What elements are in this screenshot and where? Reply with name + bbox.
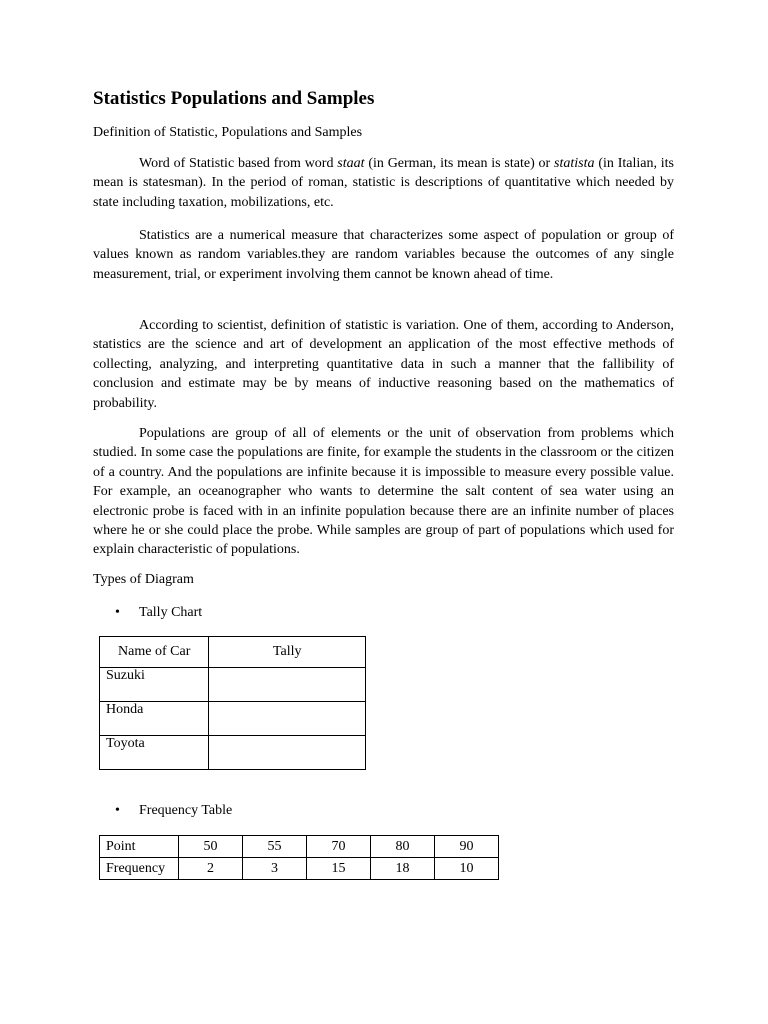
- point-cell: 90: [435, 836, 499, 858]
- row-label-point: Point: [100, 836, 179, 858]
- p1-term-staat: staat: [337, 156, 365, 171]
- car-name-cell: Honda: [100, 702, 209, 736]
- car-name-cell: Toyota: [100, 736, 209, 770]
- point-cell: 80: [371, 836, 435, 858]
- header-tally: Tally: [209, 637, 366, 668]
- table-header-row: [100, 637, 366, 668]
- point-cell: 55: [243, 836, 307, 858]
- header-name-of-car: Name of Car: [100, 637, 209, 668]
- row-label-frequency: Frequency: [100, 858, 179, 880]
- paragraph-anderson-definition: According to scientist, definition of statistic is variation. One of them, according to Anderson, statistics are the science and art of development an application of the most effective methods of collecting, analyzing, and interpreting quantitative data in such a manner that the fallibility of conclusion and estimate may be by means of inductive reasoning based on the mathematics of probability.: [93, 318, 674, 411]
- paragraph-statistics-definition: Statistics are a numerical measure that characterizes some aspect of population or group of values known as random variables.they are random variables because the outcomes of any single measurement, trial, or experiment involving them cannot be known ahead of time.: [93, 228, 674, 282]
- tally-chart-table: [99, 636, 366, 770]
- p1-text-a: Word of Statistic based from word: [139, 156, 338, 171]
- frequency-cell: 15: [307, 858, 371, 880]
- bullet-frequency-table: [115, 802, 232, 820]
- types-of-diagram-label: Types of Diagram: [93, 572, 194, 587]
- table-row: [100, 702, 366, 736]
- p1-term-statista: statista: [554, 156, 595, 171]
- point-cell: 50: [179, 836, 243, 858]
- paragraph-word-origin: [93, 154, 674, 212]
- frequency-cell: 3: [243, 858, 307, 880]
- section-subtitle: Definition of Statistic, Populations and Samples: [93, 125, 363, 140]
- document-title: Statistics Populations and Samples: [93, 88, 375, 109]
- table-row: [100, 668, 366, 702]
- frequency-table-label: Frequency Table: [139, 803, 233, 818]
- tally-chart-label: Tally Chart: [139, 605, 203, 620]
- tally-cell: [209, 668, 366, 702]
- car-name-cell: Suzuki: [100, 668, 209, 702]
- table-row-frequencies: [100, 858, 499, 880]
- frequency-table: [99, 835, 499, 880]
- table-row-points: [100, 836, 499, 858]
- bullet-icon: •: [115, 605, 120, 620]
- tally-cell: [209, 736, 366, 770]
- point-cell: 70: [307, 836, 371, 858]
- bullet-icon: •: [115, 803, 120, 818]
- p1-text-c: (in German, its mean is state) or: [364, 156, 555, 171]
- frequency-cell: 18: [371, 858, 435, 880]
- table-row: [100, 736, 366, 770]
- paragraph-populations: Populations are group of all of elements or the unit of observation from problems which studied. In some case the populations are finite, for example the students in the classroom or the citizen of a country. And the populations are infinite because it is impossible to measure every possible value. For example, an oceanographer who wants to determine the salt content of sea water using an electronic probe is faced with in an infinite population because there are an infinite number of places where he or she could place the probe. While samples are group of part of populations which used for explain characteristic of populations.: [93, 426, 674, 558]
- frequency-cell: 10: [435, 858, 499, 880]
- bullet-tally-chart: [115, 604, 202, 622]
- tally-cell: [209, 702, 366, 736]
- frequency-cell: 2: [179, 858, 243, 880]
- p1-text-e: (in Italian, its mean is statesman). In the period of roman, statistic is descriptions of quantitative which needed by state including taxation, mobilizations, etc.: [93, 156, 674, 210]
